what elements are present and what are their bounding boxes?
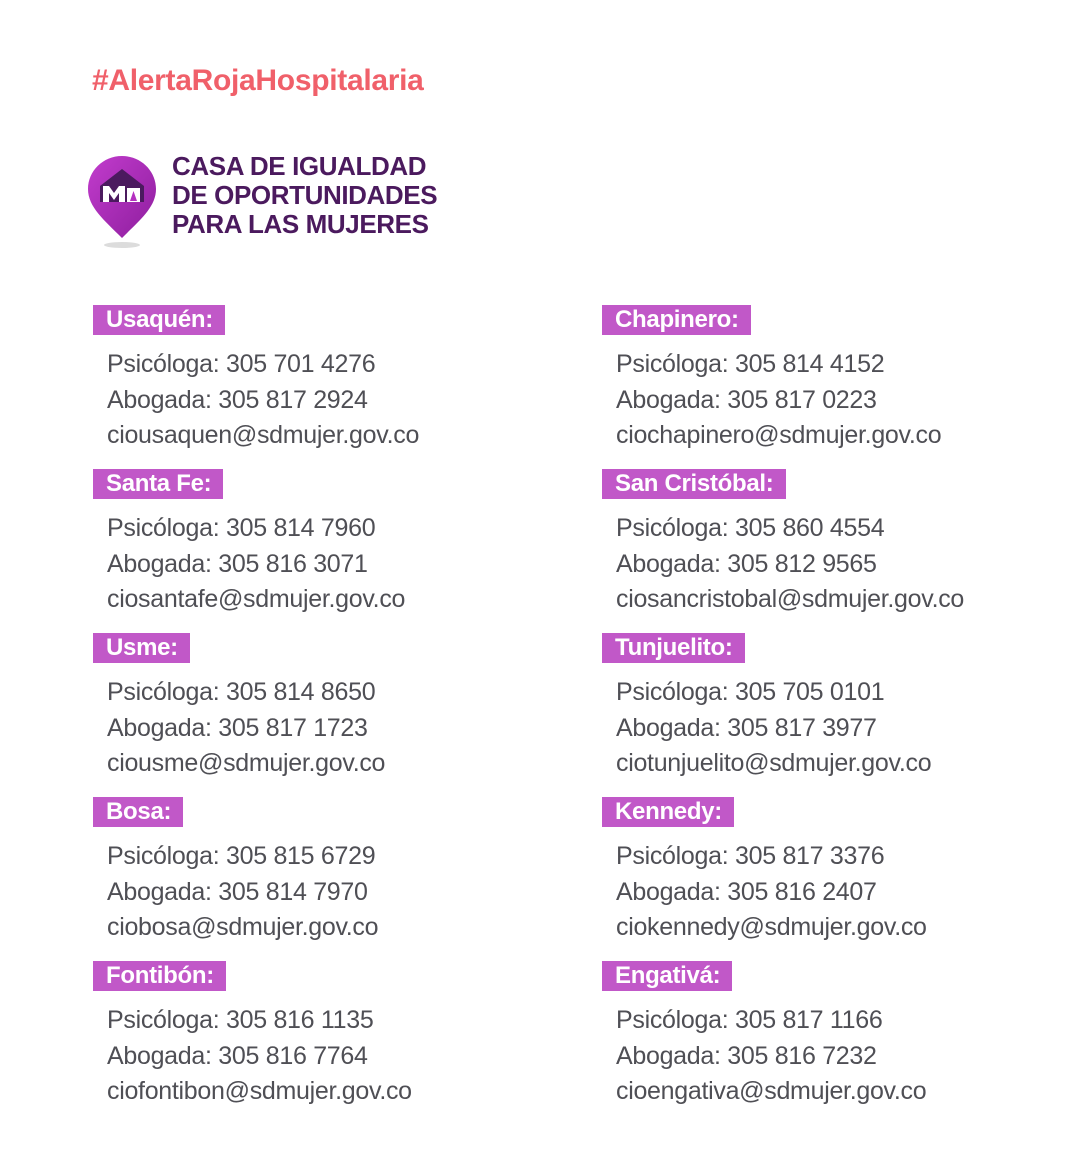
abogada-phone: Abogada: 305 814 7970 <box>107 877 368 906</box>
psicologa-phone: Psicóloga: 305 815 6729 <box>107 842 376 870</box>
location-pin-logo-icon <box>86 152 160 252</box>
right-column <box>602 305 1072 1125</box>
hashtag-title: #AlertaRojaHospitalaria <box>92 64 424 97</box>
locality-entry-chapinero <box>602 305 1072 469</box>
abogada-phone: Abogada: 305 816 7232 <box>616 1041 877 1070</box>
logo <box>86 152 446 252</box>
psicologa-phone: Psicóloga: 305 701 4276 <box>107 350 376 378</box>
psicologa-phone: Psicóloga: 305 814 7960 <box>107 514 376 542</box>
locality-entry-kennedy <box>602 797 1072 961</box>
email-address: cioengativa@sdmujer.gov.co <box>616 1077 927 1105</box>
abogada-phone: Abogada: 305 817 0223 <box>616 385 877 414</box>
locality-entry-fontibon <box>93 961 563 1125</box>
locality-entry-bosa <box>93 797 563 961</box>
email-address: ciosancristobal@sdmujer.gov.co <box>616 585 965 613</box>
abogada-phone: Abogada: 305 817 1723 <box>107 713 368 742</box>
locality-entry-tunjuelito <box>602 633 1072 797</box>
abogada-phone: Abogada: 305 816 3071 <box>107 549 368 578</box>
locality-label: Engativá: <box>602 961 732 991</box>
psicologa-phone: Psicóloga: 305 860 4554 <box>616 514 885 542</box>
email-address: ciousme@sdmujer.gov.co <box>107 749 386 777</box>
abogada-phone: Abogada: 305 812 9565 <box>616 549 877 578</box>
email-address: ciofontibon@sdmujer.gov.co <box>107 1077 412 1105</box>
locality-label: Tunjuelito: <box>602 633 745 663</box>
psicologa-phone: Psicóloga: 305 817 3376 <box>616 842 885 870</box>
locality-label: Kennedy: <box>602 797 734 827</box>
email-address: ciotunjuelito@sdmujer.gov.co <box>616 749 932 777</box>
logo-line: DE OPORTUNIDADES <box>172 180 438 210</box>
psicologa-phone: Psicóloga: 305 705 0101 <box>616 678 885 706</box>
psicologa-phone: Psicóloga: 305 814 8650 <box>107 678 376 706</box>
psicologa-phone: Psicóloga: 305 816 1135 <box>107 1006 374 1034</box>
logo-line: PARA LAS MUJERES <box>172 209 429 239</box>
email-address: ciobosa@sdmujer.gov.co <box>107 913 379 941</box>
email-address: ciokennedy@sdmujer.gov.co <box>616 913 927 941</box>
locality-entry-san-cristobal <box>602 469 1072 633</box>
locality-label: Chapinero: <box>602 305 751 335</box>
locality-label: Usaquén: <box>93 305 225 335</box>
locality-label: Usme: <box>93 633 190 663</box>
email-address: ciosantafe@sdmujer.gov.co <box>107 585 406 613</box>
locality-label: San Cristóbal: <box>602 469 786 499</box>
locality-entry-usme <box>93 633 563 797</box>
abogada-phone: Abogada: 305 816 2407 <box>616 877 877 906</box>
locality-label: Fontibón: <box>93 961 226 991</box>
email-address: ciochapinero@sdmujer.gov.co <box>616 421 942 449</box>
locality-entry-engativa <box>602 961 1072 1125</box>
left-column <box>93 305 563 1125</box>
locality-label: Bosa: <box>93 797 183 827</box>
locality-label: Santa Fe: <box>93 469 223 499</box>
abogada-phone: Abogada: 305 817 2924 <box>107 385 368 414</box>
locality-entry-santa-fe <box>93 469 563 633</box>
logo-line: CASA DE IGUALDAD <box>172 151 427 181</box>
psicologa-phone: Psicóloga: 305 814 4152 <box>616 350 885 378</box>
locality-entry-usaquen <box>93 305 563 469</box>
abogada-phone: Abogada: 305 816 7764 <box>107 1041 368 1070</box>
logo-wordmark <box>172 152 437 239</box>
email-address: ciousaquen@sdmujer.gov.co <box>107 421 420 449</box>
psicologa-phone: Psicóloga: 305 817 1166 <box>616 1006 883 1034</box>
abogada-phone: Abogada: 305 817 3977 <box>616 713 877 742</box>
